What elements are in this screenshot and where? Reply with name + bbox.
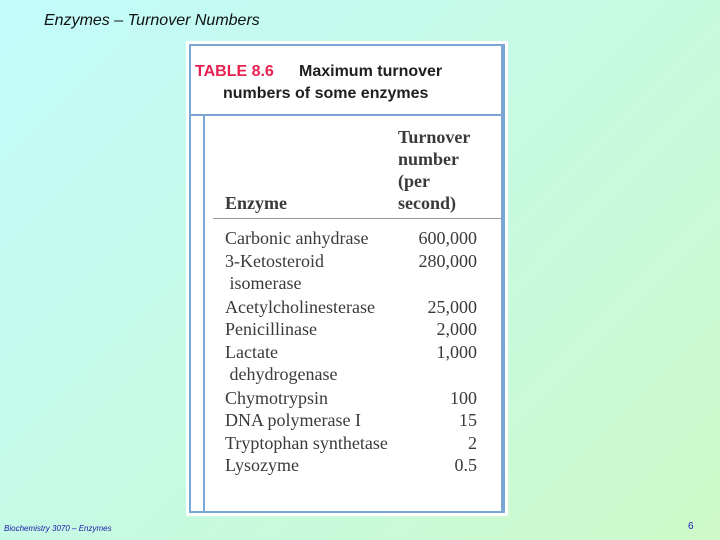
enzyme-name-line: Acetylcholinesterase <box>225 296 375 317</box>
table-row-turnover: 15 <box>459 410 477 430</box>
enzyme-name-line: isomerase <box>225 272 302 293</box>
header-turnover-line: number <box>398 149 460 169</box>
table-row-enzyme <box>225 387 328 409</box>
table-row-enzyme <box>225 318 317 340</box>
enzyme-name-line: Carbonic anhydrase <box>225 228 369 248</box>
table-row-turnover: 2 <box>468 432 477 453</box>
table-row-enzyme <box>225 250 324 294</box>
table-row-enzyme <box>225 341 337 385</box>
enzyme-name-line: DNA polymerase I <box>225 410 361 430</box>
enzyme-name-line: dehydrogenase <box>225 363 338 384</box>
header-turnover <box>398 126 470 214</box>
header-turnover-line: second) <box>398 193 456 213</box>
table-row-turnover: 600,000 <box>418 228 477 248</box>
table-row-turnover: 0.5 <box>454 455 477 475</box>
enzyme-name-line: Lysozyme <box>225 455 299 475</box>
table-body <box>203 114 501 511</box>
header-divider <box>213 218 501 219</box>
enzyme-name-line: Chymotrypsin <box>225 387 329 408</box>
slide-title: Enzymes – Turnover Numbers <box>44 12 260 29</box>
header-turnover-line: (per <box>398 171 430 191</box>
table-row-turnover: 2,000 <box>436 319 477 339</box>
enzyme-name-line: Tryptophan synthetase <box>225 432 388 453</box>
table-row-enzyme <box>225 296 375 318</box>
table-label: TABLE 8.6 <box>195 63 274 80</box>
enzyme-name-line: Penicillinase <box>225 319 317 339</box>
table-caption <box>191 46 501 116</box>
footer-course: Biochemistry 3070 – Enzymes <box>4 524 112 533</box>
table-row-turnover: 25,000 <box>427 296 477 317</box>
table-title-line-2: numbers of some enzymes <box>223 85 429 102</box>
enzyme-name-line: Lactate <box>225 341 278 362</box>
enzyme-name-line: 3-Ketosteroid <box>225 250 324 271</box>
table-figure <box>186 41 508 516</box>
table-row-turnover: 1,000 <box>436 341 477 362</box>
table-row-enzyme <box>225 454 299 476</box>
table-row-enzyme <box>225 409 361 431</box>
table-title-line-1: Maximum turnover <box>299 63 443 80</box>
table-row-turnover: 280,000 <box>418 250 477 271</box>
table-row-enzyme <box>225 432 388 454</box>
table-row-enzyme <box>225 227 368 249</box>
header-enzyme: Enzyme <box>225 193 287 213</box>
page-number: 6 <box>688 521 694 532</box>
table-panel <box>189 44 505 513</box>
table-row-turnover: 100 <box>450 387 477 408</box>
header-turnover-line: Turnover <box>398 127 471 147</box>
